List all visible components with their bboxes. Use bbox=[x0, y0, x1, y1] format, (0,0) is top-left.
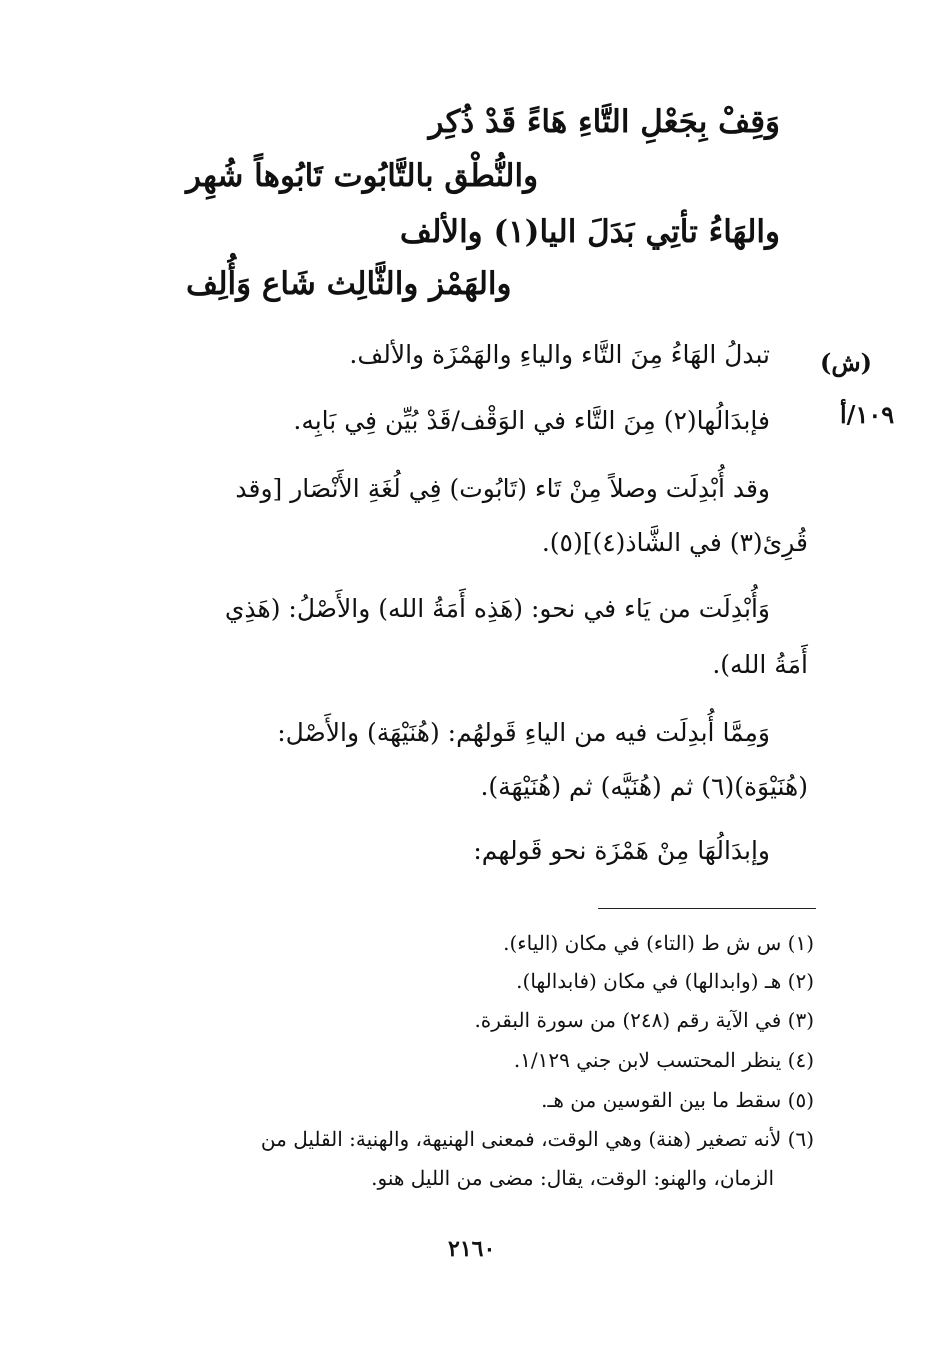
footnote-6-continuation: الزمان، والهنو: الوقت، يقال: مضى من الليل هنو. bbox=[371, 1166, 774, 1190]
footnote-separator bbox=[598, 908, 816, 909]
verse-line-4: والهَمْز والثَّالِث شَاع وَأُلِف bbox=[186, 266, 512, 302]
margin-sharh-marker: (ش) bbox=[820, 348, 873, 377]
commentary-line-5b: (هُنَيْوَة)(٦) ثم (هُنَيَّه) ثم (هُنَيْهَة). bbox=[480, 772, 808, 801]
footnote-5: (٥) سقط ما بين القوسين من هـ. bbox=[541, 1088, 814, 1112]
commentary-line-4b: أَمَةُ الله). bbox=[712, 650, 808, 679]
footnote-4: (٤) ينظر المحتسب لابن جني ١/١٢٩. bbox=[513, 1048, 814, 1072]
footnote-3: (٣) في الآية رقم (٢٤٨) من سورة البقرة. bbox=[474, 1008, 814, 1032]
commentary-line-1: تبدلُ الهَاءُ مِنَ التَّاء والياءِ والهَمْزَة والألف. bbox=[349, 340, 770, 369]
commentary-line-6: وإبدَالُهَا مِنْ هَمْزَة نحو قَولهم: bbox=[473, 836, 770, 865]
verse-line-3: والهَاءُ تأتِي بَدَلَ اليا(١) والألف bbox=[399, 214, 780, 250]
verse-line-2: والنُّطْق بالتَّابُوت تَابُوهاً شُهِر bbox=[186, 158, 539, 194]
commentary-line-4a: وَأُبْدِلَت من يَاء في نحو: (هَذِه أَمَةُ الله) والأَصْلُ: (هَذِي bbox=[224, 594, 770, 623]
page-number: ٢١٦٠ bbox=[448, 1236, 496, 1262]
commentary-line-3a: وقد أُبْدِلَت وصلاً مِنْ تَاء (تَابُوت) فِي لُغَةِ الأَنْصَار [وقد bbox=[235, 474, 770, 503]
commentary-line-3b: قُرِئ(٣) في الشَّاذ(٤)](٥). bbox=[541, 528, 808, 557]
footnote-2: (٢) هـ (وابدالها) في مكان (فابدالها). bbox=[516, 969, 814, 993]
margin-folio-marker: ١٠٩/أ bbox=[840, 400, 895, 429]
footnote-1: (١) س ش ط (التاء) في مكان (الياء). bbox=[503, 931, 814, 955]
verse-line-1: وَقِفْ بِجَعْلِ التَّاءِ هَاءً قَدْ ذُكِر bbox=[428, 104, 780, 140]
commentary-line-2: فإبدَالُها(٢) مِنَ التَّاء في الوَقْف/قَدْ بُيِّن فِي بَابِه. bbox=[293, 406, 770, 435]
footnote-6: (٦) لأنه تصغير (هنة) وهي الوقت، فمعنى الهنيهة، والهنية: القليل من bbox=[260, 1127, 814, 1151]
commentary-line-5a: وَمِمَّا أُبدِلَت فيه من الياءِ قَولهُم: (هُنَيْهَة) والأَصْل: bbox=[277, 718, 770, 747]
